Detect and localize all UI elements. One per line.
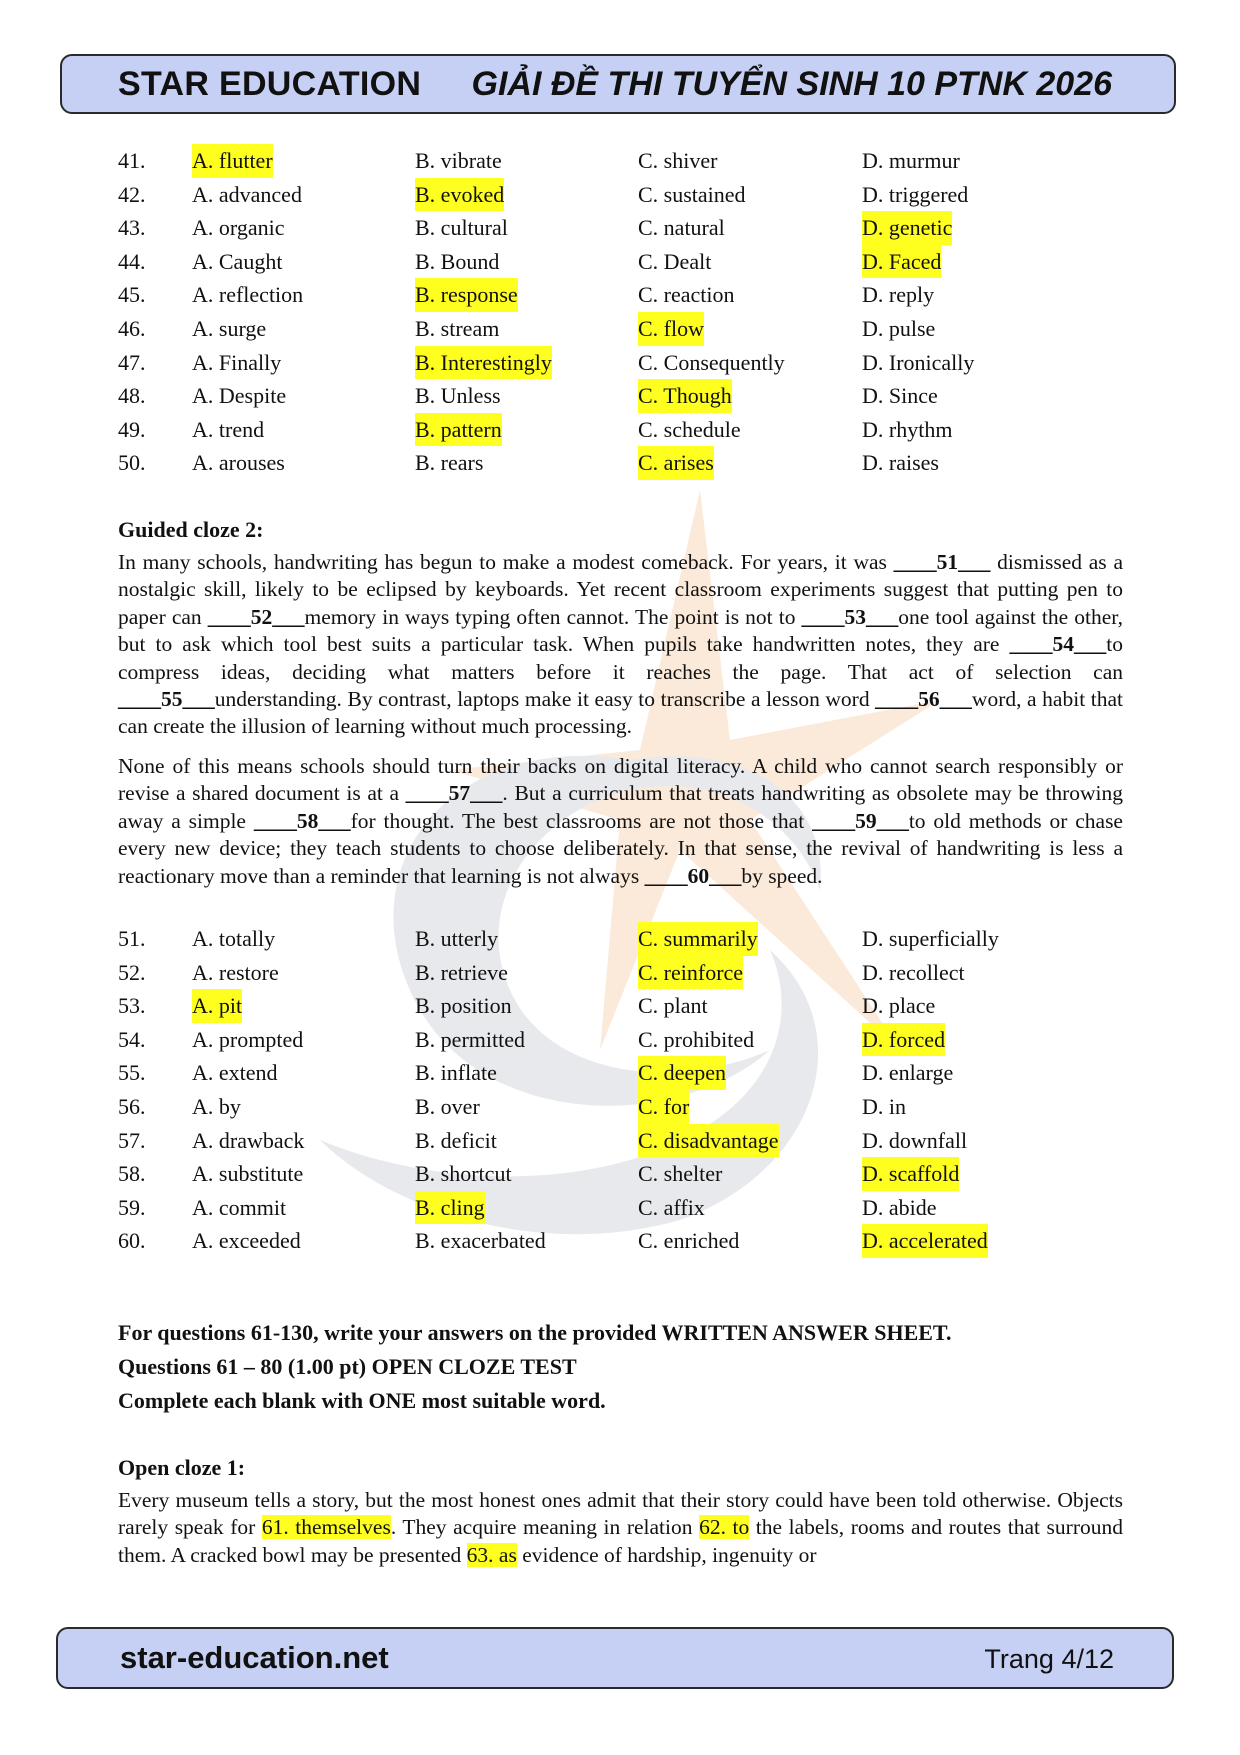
filled-answer: 63. as	[466, 1542, 517, 1567]
paragraph-text: word, a habit that can create the illusion of learning without much processing.	[118, 687, 1123, 739]
answer-row	[118, 413, 1123, 447]
answer-option: C. prohibited	[638, 1026, 755, 1052]
page-footer	[56, 1627, 1174, 1689]
correct-answer-option: A. flutter	[192, 144, 273, 178]
answer-row	[118, 278, 1123, 312]
correct-answer-option: B. response	[415, 278, 518, 312]
correct-answer-option: C. summarily	[638, 922, 758, 956]
open-cloze-1-paragraph	[118, 1487, 1123, 1569]
cloze-blank: ____51___	[893, 550, 991, 574]
paragraph-text: for thought. The best classrooms are not those that	[350, 808, 813, 833]
answer-key-41-50	[118, 144, 1123, 480]
answer-option: D. enlarge	[862, 1060, 954, 1086]
paragraph-text: Every museum tells a story, but the most honest ones admit that their story could have been told otherwise. Objects rarely speak for	[118, 1488, 1123, 1540]
answer-row	[118, 1224, 1123, 1258]
question-number: 44.	[118, 248, 146, 274]
paragraph-text: dismissed as a nostalgic skill, likely to be eclipsed by keyboards. Yet recent classroom experiments suggest that putting pen to paper can	[118, 550, 1123, 629]
paragraph-text: one tool against the other, but to ask which tool best suits a particular task. When pupils take handwritten notes, they are	[118, 604, 1123, 657]
correct-answer-option: D. forced	[862, 1023, 945, 1057]
answer-option: D. Since	[862, 383, 938, 409]
answer-row	[118, 446, 1123, 480]
correct-answer-option: B. evoked	[415, 178, 504, 212]
answer-option: B. Bound	[415, 248, 500, 274]
answer-row	[118, 211, 1123, 245]
answer-option: B. vibrate	[415, 148, 502, 173]
answer-option: A. substitute	[192, 1161, 304, 1187]
correct-answer-option: B. Interestingly	[415, 346, 552, 380]
answer-option: A. arouses	[192, 450, 285, 476]
answer-option: D. raises	[862, 450, 939, 476]
question-number: 53.	[118, 993, 146, 1019]
answer-option: C. Dealt	[638, 248, 712, 274]
guided-cloze-2-paragraph-1	[118, 549, 1123, 741]
answer-option: C. affix	[638, 1194, 705, 1220]
answer-option: B. shortcut	[415, 1161, 512, 1187]
answer-option: C. natural	[638, 215, 725, 241]
correct-answer-option: D. accelerated	[862, 1224, 988, 1258]
answer-option: B. stream	[415, 315, 500, 341]
answer-row	[118, 245, 1123, 279]
answer-option: A. Despite	[192, 383, 287, 409]
paragraph-text: understanding. By contrast, laptops make it easy to transcribe a lesson word	[214, 687, 876, 712]
question-number: 56.	[118, 1093, 146, 1119]
filled-answer: 61. themselves	[261, 1515, 391, 1540]
answer-row	[118, 956, 1123, 990]
answer-option: A. restore	[192, 959, 279, 985]
answer-option: A. surge	[192, 315, 267, 341]
paragraph-text: memory in ways typing often cannot. The point is not to	[304, 604, 802, 629]
answer-option: A. totally	[192, 926, 276, 951]
answer-option: D. pulse	[862, 315, 936, 341]
answer-option: C. schedule	[638, 416, 741, 442]
answer-option: D. recollect	[862, 959, 965, 985]
answer-option: C. plant	[638, 993, 708, 1019]
cloze-blank: ____52___	[207, 604, 305, 629]
question-number: 54.	[118, 1026, 146, 1052]
answer-option: D. murmur	[862, 148, 960, 173]
filled-answer: 62. to	[699, 1515, 750, 1540]
cloze-blank: ____57___	[405, 781, 503, 806]
correct-answer-option: C. Though	[638, 379, 732, 413]
question-number: 58.	[118, 1161, 146, 1187]
correct-answer-option: C. reinforce	[638, 956, 743, 990]
answer-option: B. Unless	[415, 383, 501, 409]
question-number: 51.	[118, 926, 146, 951]
answer-key-51-60	[118, 922, 1123, 1258]
answer-option: B. over	[415, 1093, 480, 1119]
correct-answer-option: C. arises	[638, 446, 714, 480]
answer-option: D. rhythm	[862, 416, 953, 442]
question-number: 57.	[118, 1127, 146, 1153]
correct-answer-option: D. Faced	[862, 245, 941, 279]
answer-option: A. reflection	[192, 282, 304, 308]
answer-option: D. Ironically	[862, 349, 975, 375]
answer-option: A. by	[192, 1093, 241, 1119]
answer-option: A. advanced	[192, 181, 302, 207]
question-number: 55.	[118, 1060, 146, 1086]
question-number: 49.	[118, 416, 146, 442]
cloze-blank: ____60___	[644, 863, 742, 888]
instructions-line-3: Complete each blank with ONE most suitable word.	[118, 1388, 606, 1413]
paragraph-text: to old methods or chase every new device; they teach students to choose deliberately. In that sense, the revival of handwriting is less a reactionary move than a reminder that learning is not always	[118, 808, 1123, 888]
answer-option: C. sustained	[638, 181, 746, 207]
question-number: 43.	[118, 215, 146, 241]
answer-option: D. in	[862, 1093, 906, 1119]
answer-option: C. reaction	[638, 282, 735, 308]
question-number: 48.	[118, 383, 146, 409]
answer-row	[118, 1056, 1123, 1090]
answer-row	[118, 1124, 1123, 1158]
answer-option: B. utterly	[415, 926, 499, 951]
correct-answer-option: D. genetic	[862, 211, 952, 245]
answer-option: A. trend	[192, 416, 265, 442]
question-number: 45.	[118, 282, 146, 308]
answer-row	[118, 989, 1123, 1023]
answer-option: D. abide	[862, 1194, 937, 1220]
answer-row	[118, 1023, 1123, 1057]
answer-option: A. Finally	[192, 349, 282, 375]
correct-answer-option: C. for	[638, 1090, 689, 1124]
answer-option: A. prompted	[192, 1026, 304, 1052]
answer-option: A. exceeded	[192, 1228, 301, 1254]
answer-row	[118, 1090, 1123, 1124]
instructions-line-2: Questions 61 – 80 (1.00 pt) OPEN CLOZE TEST	[118, 1354, 577, 1379]
answer-option: D. reply	[862, 282, 935, 308]
answer-option: C. enriched	[638, 1228, 740, 1254]
answer-option: B. cultural	[415, 215, 508, 241]
section-title-guided-cloze-2: Guided cloze 2:	[118, 517, 264, 542]
page-header	[60, 54, 1176, 114]
answer-option: A. organic	[192, 215, 285, 241]
question-number: 52.	[118, 959, 146, 985]
correct-answer-option: C. deepen	[638, 1056, 726, 1090]
paragraph-text: evidence of hardship, ingenuity or	[516, 1542, 817, 1567]
answer-row	[118, 346, 1123, 380]
answer-option: D. superficially	[862, 926, 999, 951]
correct-answer-option: A. pit	[192, 989, 242, 1023]
guided-cloze-2-paragraph-2	[118, 753, 1123, 890]
cloze-blank: ____55___	[118, 687, 215, 712]
correct-answer-option: C. flow	[638, 312, 704, 346]
answer-option: B. exacerbated	[415, 1228, 546, 1254]
cloze-blank: ____53___	[801, 604, 899, 629]
question-number: 47.	[118, 349, 146, 375]
instructions-line-1: For questions 61-130, write your answers on the provided WRITTEN ANSWER SHEET.	[118, 1320, 952, 1345]
question-number: 50.	[118, 450, 146, 476]
answer-option: D. triggered	[862, 181, 969, 207]
cloze-blank: ____56___	[875, 687, 972, 712]
answer-option: B. rears	[415, 450, 484, 476]
correct-answer-option: B. cling	[415, 1191, 485, 1225]
answer-option: D. downfall	[862, 1127, 968, 1153]
answer-row	[118, 922, 1123, 956]
brand-name: STAR EDUCATION	[118, 65, 422, 103]
correct-answer-option: B. pattern	[415, 413, 502, 447]
answer-row	[118, 144, 1123, 178]
answer-option: C. shiver	[638, 148, 718, 173]
answer-row	[118, 379, 1123, 413]
question-number: 46.	[118, 315, 146, 341]
answer-option: B. retrieve	[415, 959, 508, 985]
answer-option: A. extend	[192, 1060, 278, 1086]
answer-option: C. Consequently	[638, 349, 785, 375]
cloze-blank: ____54___	[1009, 632, 1107, 657]
answer-option: D. place	[862, 993, 936, 1019]
paragraph-text: . But a curriculum that treats handwriting as obsolete may be throwing away a simple	[118, 781, 1123, 833]
paragraph-text: the labels, rooms and routes that surround them. A cracked bowl may be presented	[118, 1515, 1123, 1567]
paragraph-text: In many schools, handwriting has begun to make a modest comeback. For years, it was	[118, 550, 894, 574]
document-title: GIẢI ĐỀ THI TUYỂN SINH 10 PTNK 2026	[471, 65, 1112, 103]
paragraph-text: by speed.	[741, 863, 823, 888]
paragraph-text: to compress ideas, deciding what matters before it reaches the page. That act of selection can	[118, 632, 1123, 684]
answer-option: B. permitted	[415, 1026, 525, 1052]
correct-answer-option: D. scaffold	[862, 1157, 959, 1191]
answer-option: A. commit	[192, 1194, 287, 1220]
website-url: star-education.net	[120, 1640, 389, 1675]
question-number: 41.	[118, 148, 146, 173]
cloze-blank: ____58___	[253, 808, 351, 833]
question-number: 59.	[118, 1194, 146, 1220]
question-number: 42.	[118, 181, 146, 207]
question-number: 60.	[118, 1228, 146, 1254]
answer-row	[118, 1191, 1123, 1225]
answer-option: B. inflate	[415, 1060, 497, 1086]
answer-option: B. deficit	[415, 1127, 497, 1153]
answer-row	[118, 312, 1123, 346]
answer-option: A. drawback	[192, 1127, 305, 1153]
cloze-blank: ____59___	[812, 808, 909, 833]
answer-option: C. shelter	[638, 1161, 723, 1187]
paragraph-text: None of this means schools should turn their backs on digital literacy. A child who cannot search responsibly or revise a shared document is at a	[118, 754, 1123, 806]
answer-option: A. Caught	[192, 248, 283, 274]
paragraph-text: . They acquire meaning in relation	[390, 1515, 700, 1540]
answer-row	[118, 178, 1123, 212]
section-title-open-cloze-1: Open cloze 1:	[118, 1455, 246, 1480]
answer-option: B. position	[415, 993, 512, 1019]
correct-answer-option: C. disadvantage	[638, 1124, 779, 1158]
page-number: Trang 4/12	[984, 1644, 1114, 1674]
answer-row	[118, 1157, 1123, 1191]
